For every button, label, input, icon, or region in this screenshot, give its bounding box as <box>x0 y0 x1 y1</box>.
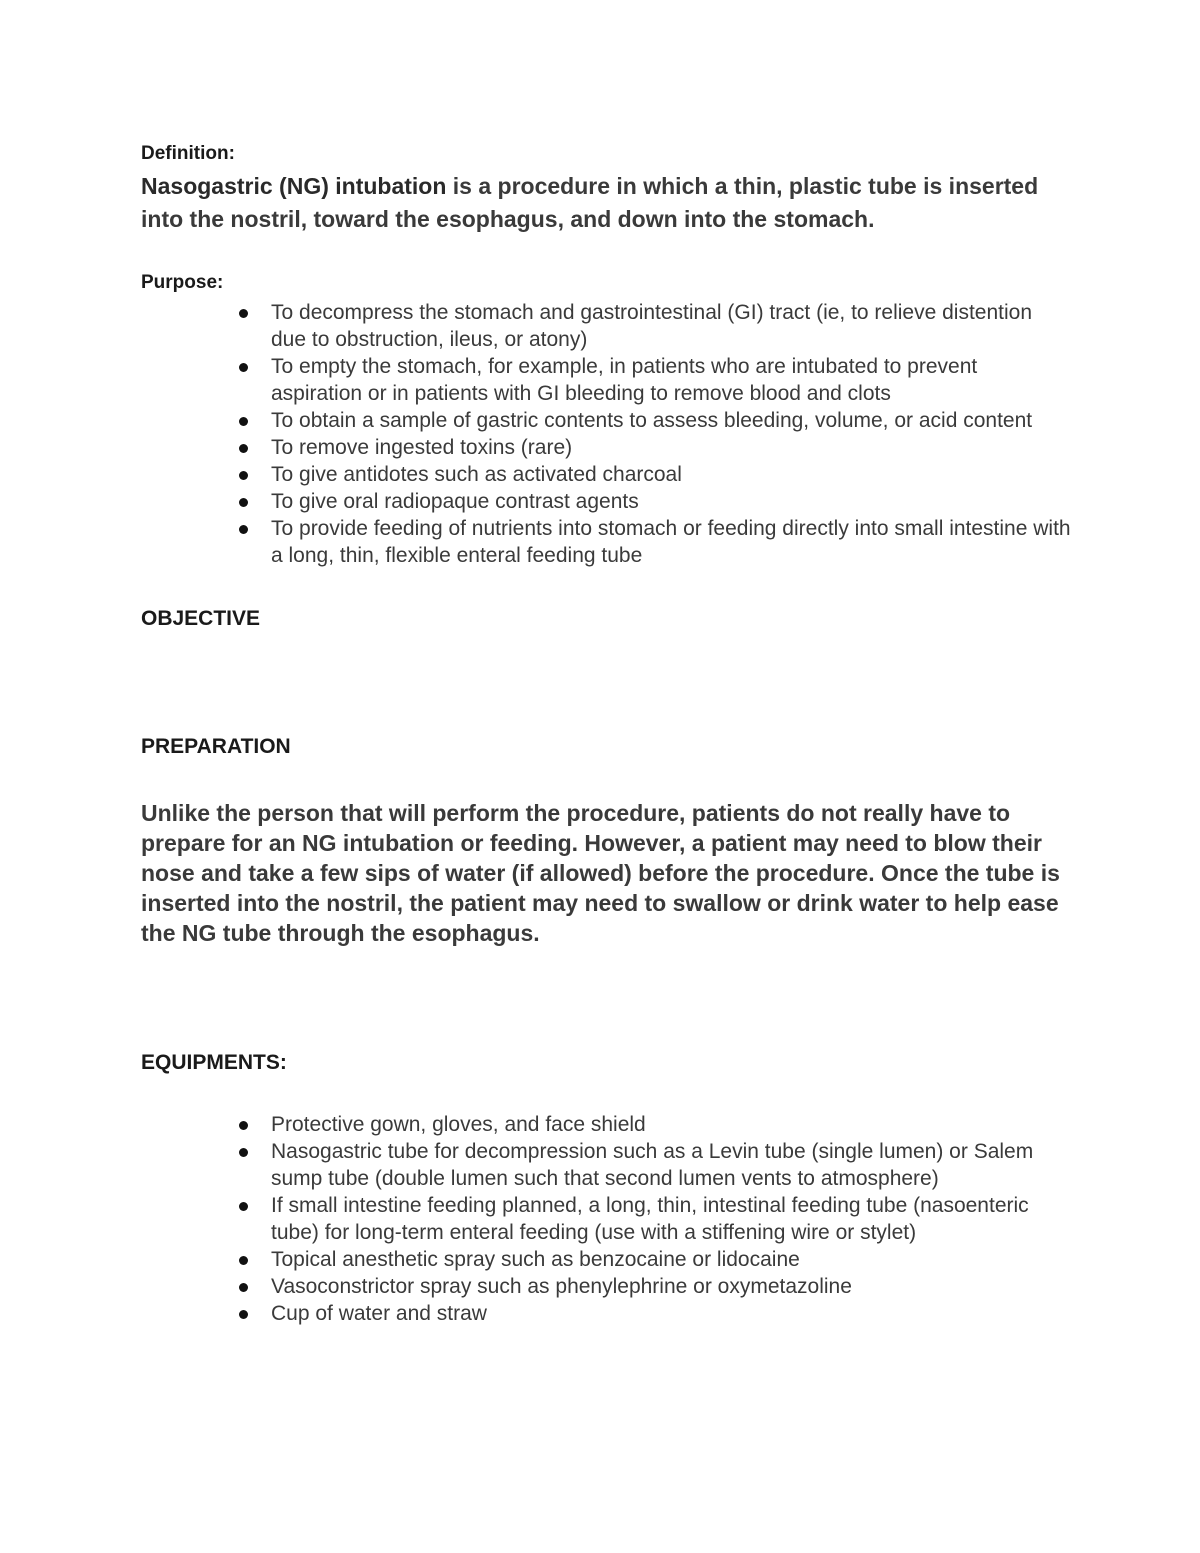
bullet-icon <box>239 363 248 372</box>
list-item: Protective gown, gloves, and face shield <box>237 1111 1071 1138</box>
list-item: To provide feeding of nutrients into stomach or feeding directly into small intestine with a long, thin, flexible enteral feeding tube <box>237 515 1071 569</box>
definition-text <box>141 170 1071 236</box>
bullet-icon <box>239 1148 248 1157</box>
bullet-icon <box>239 309 248 318</box>
preparation-text: Unlike the person that will perform the procedure, patients do not really have to prepare for an NG intubation or feeding. However, a patient may need to blow their nose and take a few sips of water (if allowed) before the procedure. Once the tube is inserted into the nostril, the patient may need to swallow or drink water to help ease the NG tube through the esophagus. <box>141 800 1060 946</box>
equipments-heading: EQUIPMENTS: <box>141 1051 287 1074</box>
document-content <box>141 140 1071 1327</box>
bullet-icon <box>239 1310 248 1319</box>
purpose-label: Purpose: <box>141 272 224 293</box>
list-item: To remove ingested toxins (rare) <box>237 434 1071 461</box>
list-item: To obtain a sample of gastric contents to assess bleeding, volume, or acid content <box>237 407 1071 434</box>
bullet-icon <box>239 1283 248 1292</box>
list-item: To empty the stomach, for example, in patients who are intubated to prevent aspiration or in patients with GI bleeding to remove blood and clots <box>237 353 1071 407</box>
list-item: Nasogastric tube for decompression such as a Levin tube (single lumen) or Salem sump tube (double lumen such that second lumen vents to atmosphere) <box>237 1138 1071 1192</box>
list-item: Topical anesthetic spray such as benzocaine or lidocaine <box>237 1246 1071 1273</box>
bullet-icon <box>239 1256 248 1265</box>
bullet-icon <box>239 1202 248 1211</box>
list-item: To give antidotes such as activated charcoal <box>237 461 1071 488</box>
list-item: If small intestine feeding planned, a long, thin, intestinal feeding tube (nasoenteric tube) for long-term enteral feeding (use with a stiffening wire or stylet) <box>237 1192 1071 1246</box>
definition-body: is a procedure in which a thin, plastic tube is inserted into the nostril, toward the esophagus, and down into the stomach. <box>141 173 1039 232</box>
bullet-icon <box>239 498 248 507</box>
preparation-heading: PREPARATION <box>141 735 291 758</box>
bullet-icon <box>239 444 248 453</box>
equipments-list <box>141 1111 1071 1327</box>
bullet-icon <box>239 471 248 480</box>
definition-term: Nasogastric (NG) intubation <box>141 173 447 199</box>
list-item: To give oral radiopaque contrast agents <box>237 488 1071 515</box>
definition-label: Definition: <box>141 143 235 164</box>
list-item: Vasoconstrictor spray such as phenylephrine or oxymetazoline <box>237 1273 1071 1300</box>
bullet-icon <box>239 417 248 426</box>
list-item: Cup of water and straw <box>237 1300 1071 1327</box>
objective-heading: OBJECTIVE <box>141 607 261 630</box>
bullet-icon <box>239 525 248 534</box>
purpose-list <box>141 299 1071 569</box>
bullet-icon <box>239 1121 248 1130</box>
list-item: To decompress the stomach and gastrointestinal (GI) tract (ie, to relieve distention due to obstruction, ileus, or atony) <box>237 299 1071 353</box>
